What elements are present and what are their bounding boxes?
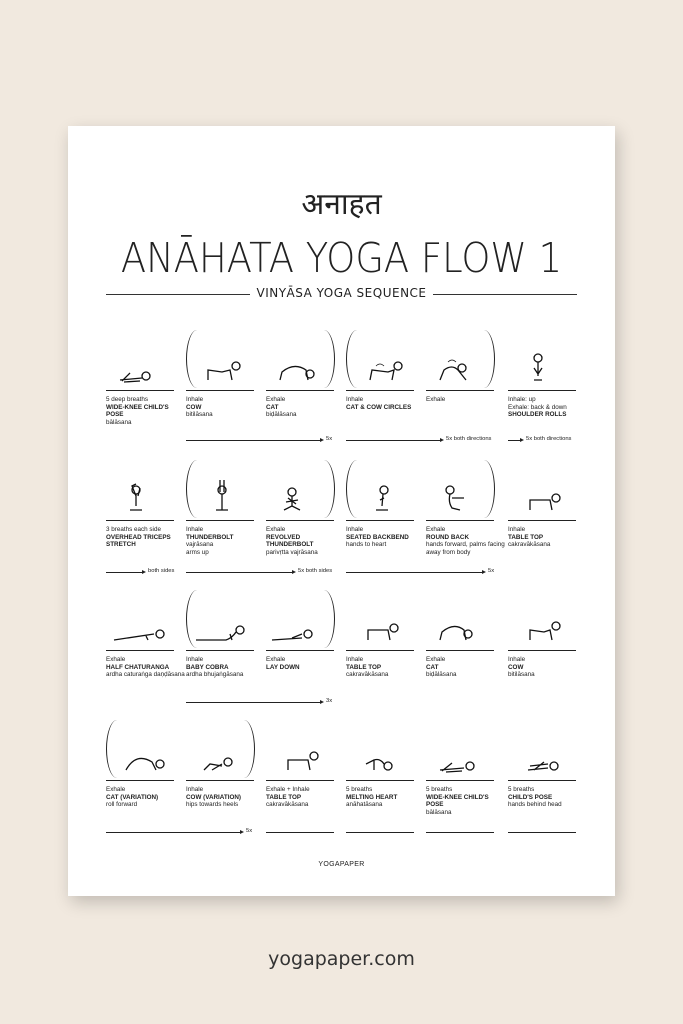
subtitle-rule-right [433,294,577,295]
table-top-icon [508,470,576,516]
pose-text: Inhale BABY COBRA ardha bhujaṅgāsana [186,656,244,679]
pose-text: Inhale COW bitilāsana [186,396,213,419]
site-url[interactable]: yogapaper.com [268,948,415,970]
pose-text: Exhale [426,396,446,403]
pose-text: Inhale THUNDERBOLT vajrāsana arms up [186,526,234,556]
cat-variation-icon [106,730,174,776]
pose-text: 5 deep breaths WIDE-KNEE CHILD'S POSE bālāsana [106,396,169,426]
separator-line [346,832,414,833]
pose-text: 5 breaths WIDE-KNEE CHILD'S POSE bālāsana [426,786,489,816]
cat-pose-icon [426,600,494,646]
pose-text: Exhale ROUND BACK hands forward, palms facing away from body [426,526,505,556]
seated-backbend-icon [346,470,414,516]
sanskrit-title: अनाहत [301,187,382,222]
pose-text: 5 breaths CHILD'S POSE hands behind head [508,786,562,809]
thunderbolt-icon [186,470,254,516]
repeat-line: 5x both sides [186,572,294,573]
wide-knee-childs-pose-icon [426,730,494,776]
cat-cow-circles-icon [346,340,414,386]
pose-text: Exhale HALF CHATURANGA ardha caturaṅga daṇḍāsana [106,656,185,679]
cow-pose-icon [508,600,576,646]
pose-text: Inhale SEATED BACKBEND hands to heart [346,526,409,549]
pose-text: Inhale TABLE TOP cakravākāsana [508,526,551,549]
poster [68,126,615,896]
pose-text: Inhale TABLE TOP cakravākāsana [346,656,389,679]
repeat-line: 5x both directions [508,440,522,441]
pose-text: Exhale LAY DOWN [266,656,300,671]
brand-label: YOGAPAPER [318,861,365,868]
repeat-line: 5x [106,832,242,833]
pose-text: Inhale COW bitilāsana [508,656,535,679]
separator-line [508,832,576,833]
childs-pose-icon [508,730,576,776]
poster-title: ANĀHATA YOGA FLOW 1 [120,234,563,282]
pose-text: 3 breaths each side OVERHEAD TRICEPS STRETCH [106,526,171,549]
half-chaturanga-icon [106,600,174,646]
repeat-line: 5x both directions [346,440,442,441]
overhead-triceps-stretch-icon [106,470,174,516]
pose-text: Exhale CAT biḍālāsana [266,396,297,419]
cow-pose-icon [186,340,254,386]
pose-text: Inhale: up Exhale: back & down SHOULDER ROLLS [508,396,567,419]
pose-text: Inhale COW (VARIATION) hips towards heels [186,786,242,809]
pose-text: Inhale CAT & COW CIRCLES [346,396,412,411]
pose-text: Exhale CAT (VARIATION) roll forward [106,786,159,809]
melting-heart-icon [346,730,414,776]
table-top-icon [346,600,414,646]
baby-cobra-icon [186,600,254,646]
pose-text: 5 breaths MELTING HEART anāhatāsana [346,786,398,809]
pose-text: Exhale CAT biḍālāsana [426,656,457,679]
repeat-line: both sides [106,572,144,573]
poster-subtitle: VINYĀSA YOGA SEQUENCE [256,286,427,300]
separator-line [426,832,494,833]
pose-text: Exhale REVOLVED THUNDERBOLT parivṛtta vajrāsana [266,526,318,556]
table-top-icon [266,730,334,776]
repeat-line: 5x [186,440,322,441]
pose-text: Exhale + Inhale TABLE TOP cakravākāsana [266,786,310,809]
repeat-line: 5x [346,572,484,573]
shoulder-rolls-icon [508,340,576,386]
separator-line [266,832,334,833]
wide-knee-childs-pose-icon [106,340,174,386]
repeat-line: 3x [186,702,322,703]
